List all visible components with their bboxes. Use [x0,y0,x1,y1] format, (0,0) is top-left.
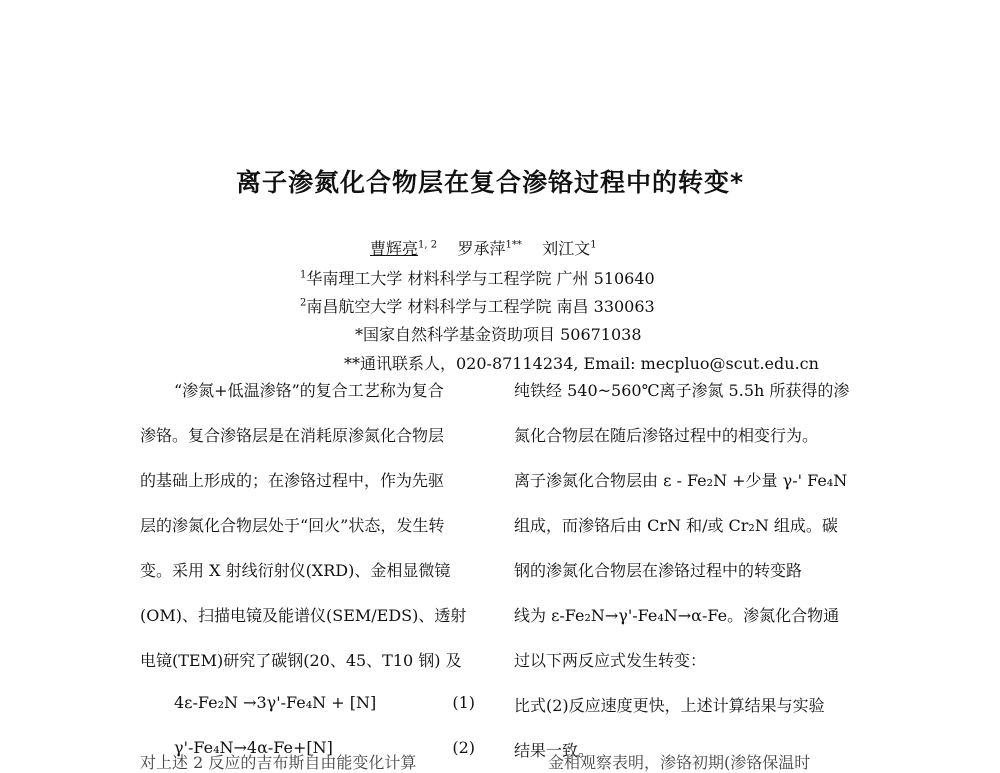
body-line: 纯铁经 540~560℃离子渗氮 5.5h 所获得的渗 [514,381,850,400]
body-line: 过以下两反应式发生转变： [514,651,707,670]
body-line-cut: 金相观察表明，渗铬初期(渗铬保温时 [548,753,811,772]
affiliation-text: 南昌航空大学 材料科学与工程学院 南昌 330063 [306,297,655,316]
body-line: 比式(2)反应速度更快，上述计算结果与实验 [514,696,825,715]
affiliation [300,294,655,317]
equation-text: γ'-Fe₄N→4α-Fe+[N] [174,738,333,757]
body-line: 层的渗氮化合物层处于“回火”状态，发生转 [140,516,445,535]
equation-text: 4ε-Fe₂N →3γ'-Fe₄N + [N] [174,693,377,712]
body-line: 渗铬。复合渗铬层是在消耗原渗氮化合物层 [140,426,445,445]
author-name: 曹辉亮 [370,239,419,258]
body-line: 线为 ε-Fe₂N→γ'-Fe₄N→α-Fe。渗氮化合物通 [514,606,840,625]
contact-note: **通讯联系人，020-87114234, Email: mecpluo@scut.edu.cn [344,354,819,373]
body-line: (OM)、扫描电镜及能谱仪(SEM/EDS)、透射 [140,606,467,625]
body-line: 电镜(TEM)研究了碳钢(20、45、T10 钢) 及 [140,651,462,670]
author-superscript: 1, 2 [418,239,438,251]
author-name: 罗承萍 [457,239,506,258]
body-line-cut: 对上述 2 反应的吉布斯自由能变化计算 [140,753,417,772]
body-line: 离子渗氮化合物层由 ε - Fe₂N +少量 γ-' Fe₄N [514,471,848,490]
affiliation-text: 华南理工大学 材料科学与工程学院 广州 510640 [306,269,655,288]
affiliation [300,266,655,289]
funding-note: *国家自然科学基金资助项目 50671038 [355,325,642,344]
affiliation-superscript: 1 [300,269,307,281]
equation-1 [174,693,475,712]
equation-number: (2) [452,738,475,757]
equation-number: (1) [452,693,475,712]
author-name: 刘江文 [542,239,591,258]
body-line: 结果一致。 [514,741,595,760]
author-superscript: 1** [505,239,522,251]
author-superscript: 1 [590,239,597,251]
body-line: 的基础上形成的；在渗铬过程中，作为先驱 [140,471,445,490]
affiliation-superscript: 2 [300,297,307,309]
body-line: 钢的渗氮化合物层在渗铬过程中的转变路 [514,561,803,580]
body-line: 组成，而渗铬后由 CrN 和/或 Cr₂N 组成。碳 [514,516,838,535]
body-line: “渗氮+低温渗铬”的复合工艺称为复合 [174,381,444,400]
paper-title: 离子渗氮化合物层在复合渗铬过程中的转变* [235,168,745,197]
author-line [370,236,597,259]
body-line: 氮化合物层在随后渗铬过程中的相变行为。 [514,426,819,445]
body-line: 变。采用 X 射线衍射仪(XRD)、金相显微镜 [140,561,451,580]
